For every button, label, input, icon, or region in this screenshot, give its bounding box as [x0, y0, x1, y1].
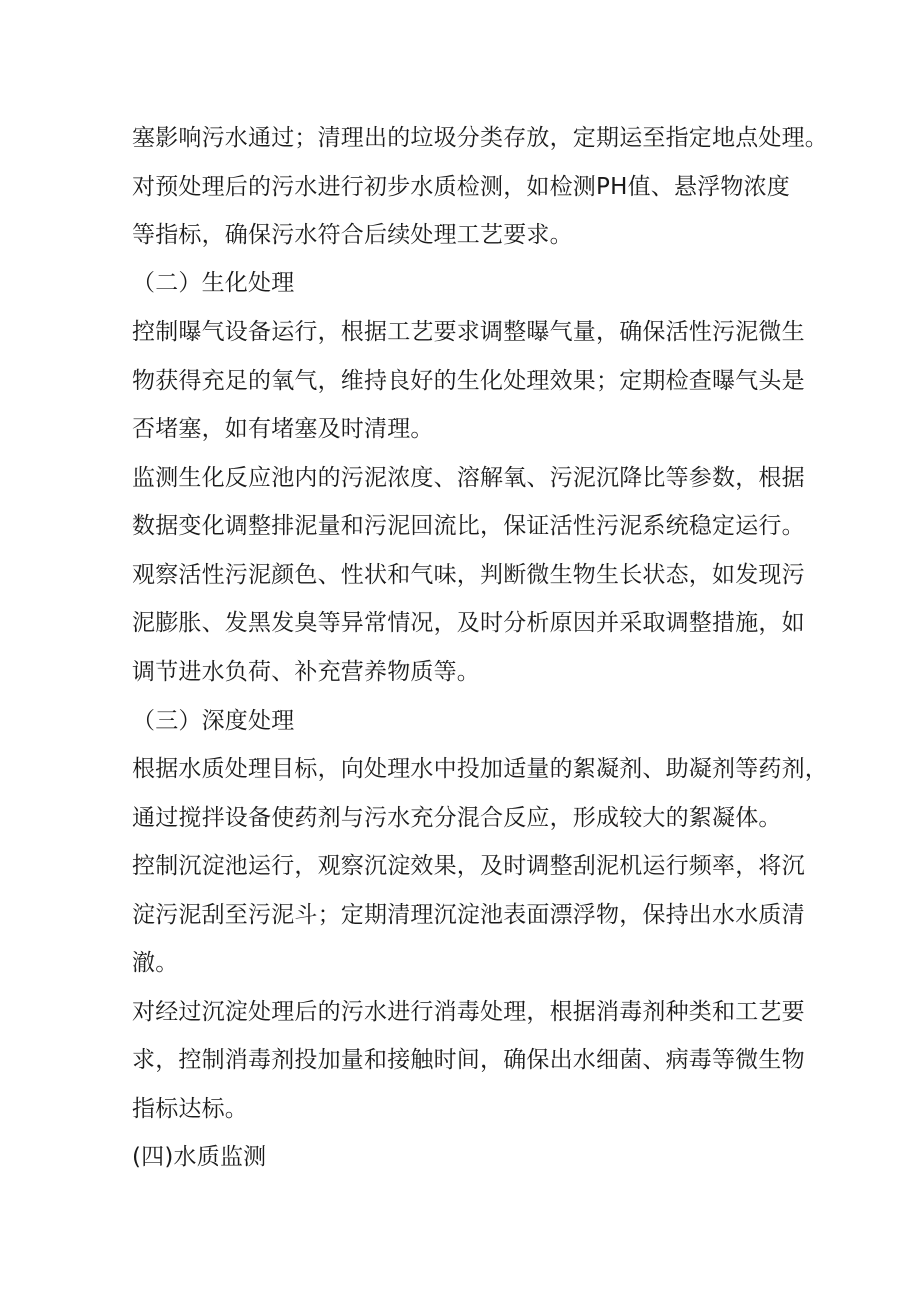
text-line: 淀污泥刮至污泥斗；定期清理沉淀池表面漂浮物，保持出水水质清 — [132, 902, 805, 928]
text-line: 否堵塞，如有堵塞及时清理。 — [132, 416, 434, 442]
text-line: 求，控制消毒剂投加量和接触时间，确保出水细菌、病毒等微生物 — [132, 1047, 805, 1073]
text-line: 对经过沉淀处理后的污水进行消毒处理，根据消毒剂种类和工艺要 — [132, 999, 805, 1025]
text-line: 观察活性污泥颜色、性状和气味，判断微生物生长状态，如发现污 — [132, 562, 805, 588]
text-line: 根据水质处理目标，向处理水中投加适量的絮凝剂、助凝剂等药剂， — [132, 756, 828, 782]
text-line: 对预处理后的污水进行初步水质检测，如检测PH值、悬浮物浓度 — [132, 174, 790, 200]
text-line: 数据变化调整排泥量和污泥回流比，保证活性污泥系统稳定运行。 — [132, 513, 805, 539]
text-line: 监测生化反应池内的污泥浓度、溶解氧、污泥沉降比等参数，根据 — [132, 465, 805, 491]
text-line: 调节进水负荷、补充营养物质等。 — [132, 659, 480, 685]
section-heading: (四)水质监测 — [132, 1144, 267, 1170]
section-heading: （二）生化处理 — [132, 270, 295, 296]
text-line: 通过搅拌设备使药剂与污水充分混合反应，形成较大的絮凝体。 — [132, 805, 782, 831]
section-heading: （三）深度处理 — [132, 708, 295, 734]
text-line: 澈。 — [132, 950, 179, 976]
text-line: 等指标，确保污水符合后续处理工艺要求。 — [132, 222, 573, 248]
text-line: 控制沉淀池运行，观察沉淀效果，及时调整刮泥机运行频率，将沉 — [132, 853, 805, 879]
text-line: 物获得充足的氧气，维持良好的生化处理效果；定期检查曝气头是 — [132, 368, 805, 394]
text-line: 塞影响污水通过；清理出的垃圾分类存放，定期运至指定地点处理。 — [132, 125, 828, 151]
text-line: 泥膨胀、发黑发臭等异常情况，及时分析原因并采取调整措施，如 — [132, 610, 805, 636]
text-line: 控制曝气设备运行，根据工艺要求调整曝气量，确保活性污泥微生 — [132, 319, 805, 345]
text-line: 指标达标。 — [132, 1096, 248, 1122]
